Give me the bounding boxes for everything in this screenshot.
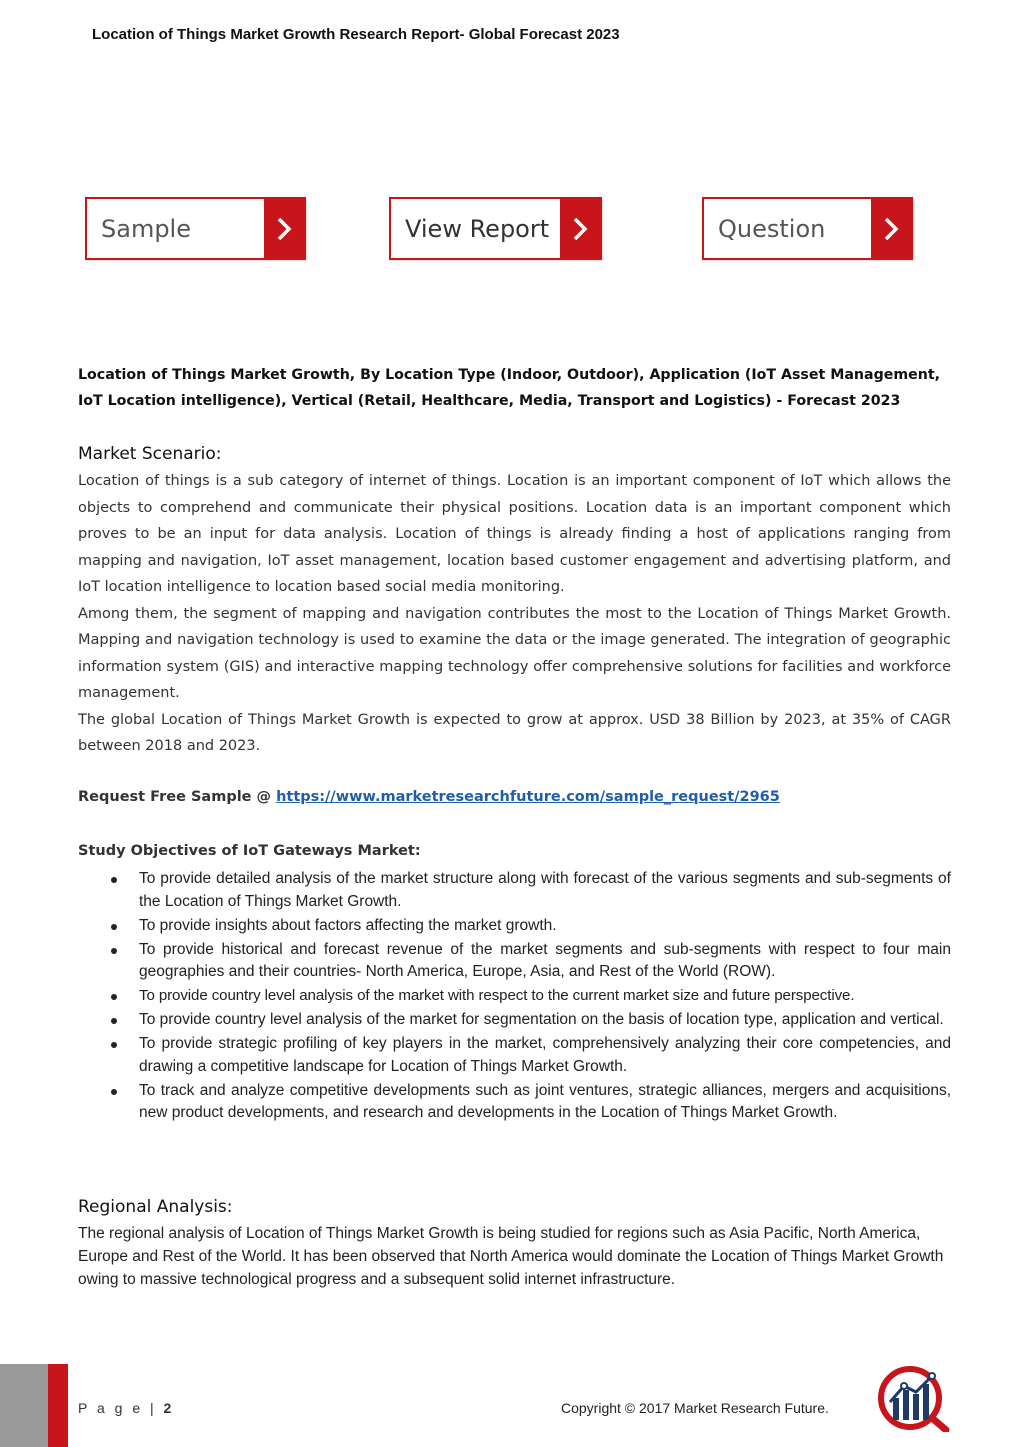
footer-red-bar [48, 1364, 68, 1447]
market-scenario-body [78, 468, 951, 760]
document-subtitle: Location of Things Market Growth, By Location Type (Indoor, Outdoor), Application (IoT Asset Management, IoT Location intelligence), Vertical (Retail, Healthcare, Media, Transport and Logistics) - Forecast 2023 [78, 367, 941, 409]
regional-analysis-heading: Regional Analysis: [78, 1197, 233, 1217]
footer-grey-bar [0, 1364, 48, 1447]
request-sample-line [78, 789, 780, 805]
view-report-button-label: View Report [405, 214, 550, 243]
market-scenario-heading: Market Scenario: [78, 444, 222, 464]
view-report-button[interactable] [389, 197, 602, 260]
regional-analysis-body: The regional analysis of Location of Things Market Growth is being studied for regions such as Asia Pacific, North America, Europe and Rest of the World. It has been observed that North America would dominate the Location of Things Market Growth owing to massive technological progress and a subsequent solid internet infrastructure. [78, 1225, 944, 1288]
page-label: P a g e | [78, 1400, 157, 1416]
copyright-text: Copyright © 2017 Market Research Future. [561, 1400, 829, 1416]
list-item: To provide historical and forecast revenue of the market segments and sub-segments with respect to four main geographies and their countries- North America, Europe, Asia, and Rest of the World (ROW). [106, 939, 951, 984]
list-item: To provide detailed analysis of the market structure along with forecast of the various segments and sub-segments of the Location of Things Market Growth. [106, 868, 951, 913]
request-sample-label: Request Free Sample @ [78, 789, 277, 805]
sample-request-link[interactable]: https://www.marketresearchfuture.com/sample_request/2965 [276, 789, 780, 805]
page-number: 2 [163, 1400, 172, 1416]
list-item: To provide insights about factors affecting the market growth. [106, 915, 951, 938]
study-objectives-list [106, 868, 951, 1126]
market-scenario-paragraph: Among them, the segment of mapping and navigation contributes the most to the Location of Things Market Growth. Mapping and navigation technology is used to examine the data or the image generated. The integration of geographic information system (GIS) and interactive mapping technology offer comprehensive solutions for facilities and workforce management. [78, 605, 951, 701]
list-item: To track and analyze competitive developments such as joint ventures, strategic alliances, mergers and acquisitions, new product developments, and research and developments in the Location of Things Market Growth. [106, 1080, 951, 1125]
list-item: To provide country level analysis of the market with respect to the current market size and future perspective. [106, 985, 951, 1008]
question-button[interactable] [702, 197, 913, 260]
page-header-title: Location of Things Market Growth Research Report- Global Forecast 2023 [92, 26, 620, 43]
market-research-future-logo-icon [876, 1364, 952, 1432]
page-indicator [78, 1400, 171, 1416]
chevron-right-icon [871, 199, 911, 258]
list-item: To provide strategic profiling of key players in the market, comprehensively analyzing their core competencies, and drawing a competitive landscape for Location of Things Market Growth. [106, 1033, 951, 1078]
study-objectives-heading: Study Objectives of IoT Gateways Market: [78, 843, 421, 859]
question-button-label: Question [718, 214, 826, 243]
chevron-right-icon [560, 199, 600, 258]
market-scenario-paragraph: Location of things is a sub category of internet of things. Location is an important component of IoT which allows the objects to comprehend and communicate their physical positions. Location data is an important component which proves to be an input for data analysis. Location of things is already finding a host of applications ranging from mapping and navigation, IoT asset management, location based customer engagement and advertising platform, and IoT location intelligence to location based social media monitoring. [78, 473, 951, 595]
list-item: To provide country level analysis of the market for segmentation on the basis of location type, application and vertical. [106, 1009, 951, 1032]
sample-button[interactable] [85, 197, 306, 260]
market-scenario-paragraph: The global Location of Things Market Growth is expected to grow at approx. USD 38 Billion by 2023, at 35% of CAGR between 2018 and 2023. [78, 711, 951, 754]
sample-button-label: Sample [101, 214, 191, 243]
chevron-right-icon [264, 199, 304, 258]
